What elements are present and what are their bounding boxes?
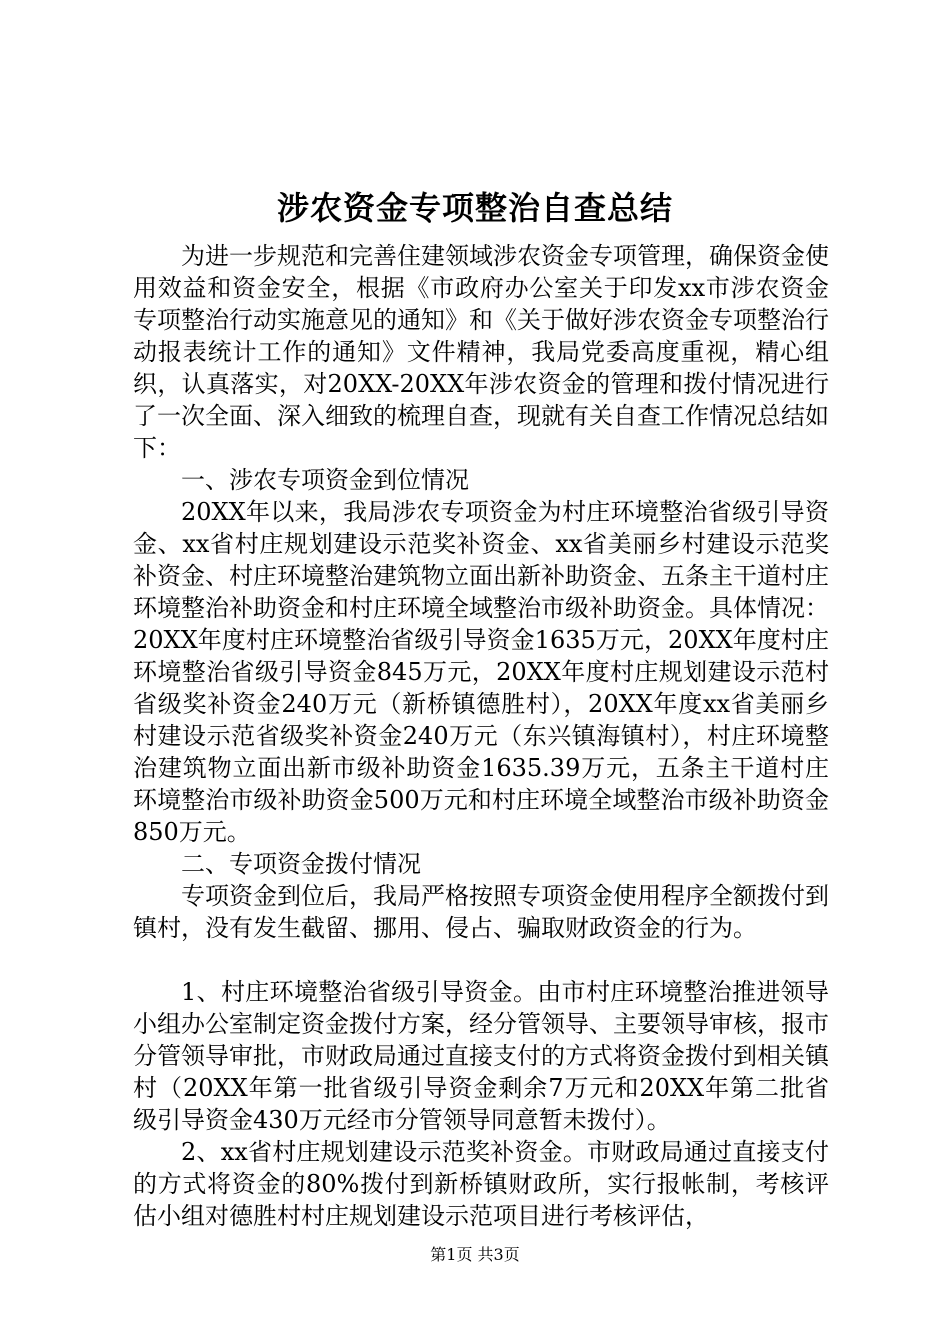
page-number: 第1页 共3页 [430, 1245, 520, 1264]
item-paragraph-2: 2、xx省村庄规划建设示范奖补资金。市财政局通过直接支付的方式将资金的80%拨付到新桥镇财政所，实行报帐制，考核评估小组对德胜村村庄规划建设示范项目进行考核评估， [133, 1138, 829, 1230]
document-title: 涉农资金专项整治自查总结 [276, 189, 673, 227]
section-heading-2: 二、专项资金拨付情况 [181, 850, 421, 878]
disbursement-paragraph: 专项资金到位后，我局严格按照专项资金使用程序全额拨付到镇村，没有发生截留、挪用、侵占、骗取财政资金的行为。 [133, 882, 829, 942]
item-paragraph-1: 1、村庄环境整治省级引导资金。由市村庄环境整治推进领导小组办公室制定资金拨付方案，经分管领导、主要领导审核，报市分管领导审批，市财政局通过直接支付的方式将资金拨付到相关镇村（20XX年第一批省级引导资金剩余7万元和20XX年第二批省级引导资金430万元经市分管领导同意暂未拨付）。 [133, 978, 829, 1134]
document-body [133, 240, 829, 1232]
funds-paragraph: 20XX年以来，我局涉农专项资金为村庄环境整治省级引导资金、xx省村庄规划建设示范奖补资金、xx省美丽乡村建设示范奖补资金、村庄环境整治建筑物立面出新补助资金、五条主干道村庄环境整治补助资金和村庄环境全域整治市级补助资金。具体情况：20XX年度村庄环境整治省级引导资金1635万元，20XX年度村庄环境整治省级引导资金845万元，20XX年度村庄规划建设示范村省级奖补资金240万元（新桥镇德胜村），20XX年度xx省美丽乡村建设示范省级奖补资金240万元（东兴镇海镇村），村庄环境整治建筑物立面出新市级补助资金1635.39万元，五条主干道村庄环境整治市级补助资金500万元和村庄环境全域整治市级补助资金850万元。 [133, 498, 829, 846]
paragraph-gap [133, 944, 829, 976]
intro-paragraph: 为进一步规范和完善住建领域涉农资金专项管理，确保资金使用效益和资金安全，根据《市政府办公室关于印发xx市涉农资金专项整治行动实施意见的通知》和《关于做好涉农资金专项整治行动报表统计工作的通知》文件精神，我局党委高度重视，精心组织，认真落实，对20XX-20XX年涉农资金的管理和拨付情况进行了一次全面、深入细致的梳理自查，现就有关自查工作情况总结如下： [133, 242, 829, 462]
section-heading-1: 一、涉农专项资金到位情况 [181, 466, 469, 494]
